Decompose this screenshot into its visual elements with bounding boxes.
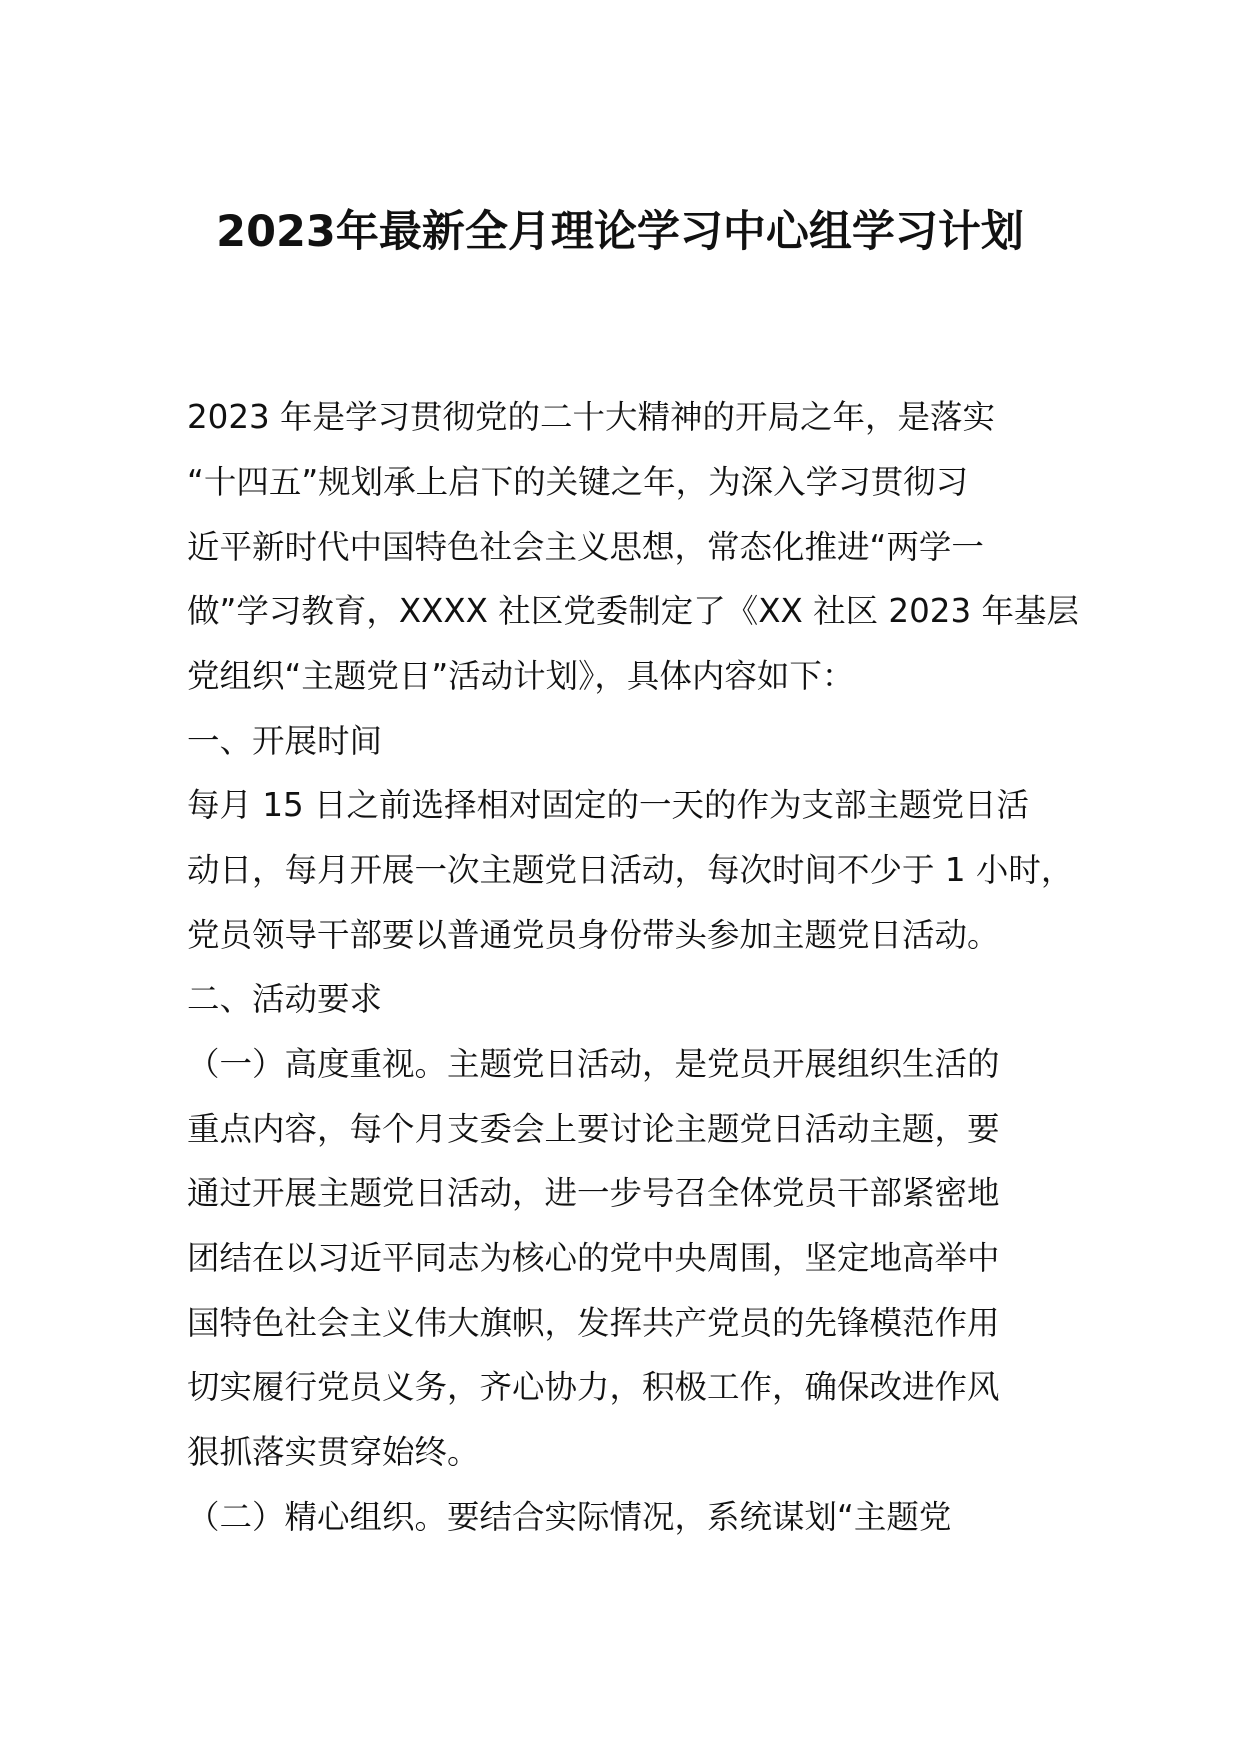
section-heading: 一、开展时间 — [187, 722, 383, 760]
body-line: “十四五”规划承上启下的关键之年，为深入学习贯彻习 — [187, 463, 969, 501]
body-line: 切实履行党员义务，齐心协力，积极工作，确保改进作风 — [187, 1368, 1000, 1406]
document-title: 2023年最新全月理论学习中心组学习计划 — [216, 207, 1024, 257]
body-line: 国特色社会主义伟大旗帜，发挥共产党员的先锋模范作用 — [187, 1304, 1000, 1342]
section-heading: 二、活动要求 — [187, 980, 383, 1018]
body-line: 重点内容，每个月支委会上要讨论主题党日活动主题，要 — [187, 1110, 1000, 1148]
body-line: 党组织“主题党日”活动计划》，具体内容如下： — [187, 657, 855, 695]
body-line: 做”学习教育，XXXX 社区党委制定了《XX 社区 2023 年基层 — [187, 592, 1079, 630]
body-line: 每月 15 日之前选择相对固定的一天的作为支部主题党日活 — [187, 786, 1030, 824]
body-line: 动日，每月开展一次主题党日活动，每次时间不少于 1 小时， — [187, 851, 1074, 889]
body-line: 团结在以习近平同志为核心的党中央周围，坚定地高举中 — [187, 1239, 1000, 1277]
body-line: （一）高度重视。主题党日活动，是党员开展组织生活的 — [187, 1045, 1000, 1083]
body-line: 2023 年是学习贯彻党的二十大精神的开局之年，是落实 — [187, 398, 996, 436]
body-line: （二）精心组织。要结合实际情况，系统谋划“主题党 — [187, 1498, 952, 1536]
body-line: 党员领导干部要以普通党员身份带头参加主题党日活动。 — [187, 916, 1000, 954]
body-line: 近平新时代中国特色社会主义思想，常态化推进“两学一 — [187, 528, 984, 566]
body-line: 通过开展主题党日活动，进一步号召全体党员干部紧密地 — [187, 1174, 1000, 1212]
body-line: 狠抓落实贯穿始终。 — [187, 1433, 480, 1471]
